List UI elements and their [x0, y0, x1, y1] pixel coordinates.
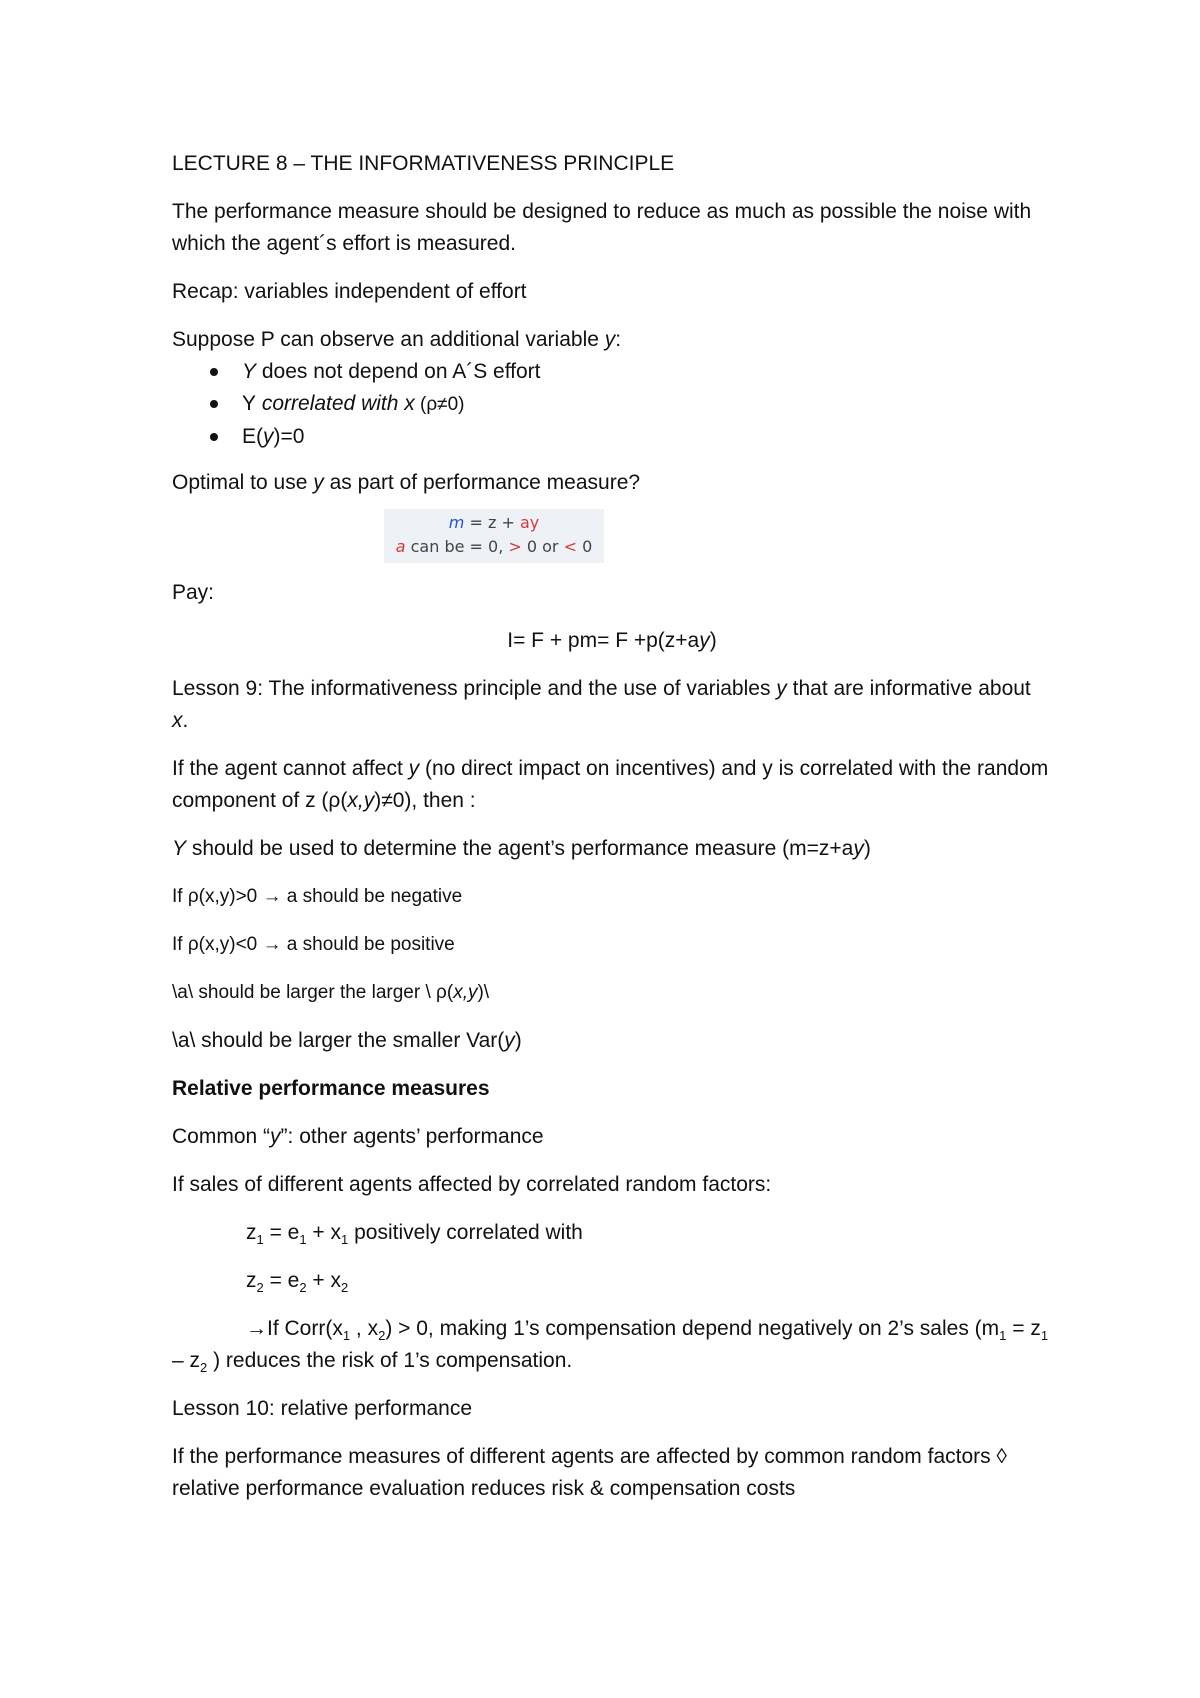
formula-image: [384, 509, 604, 563]
pay-formula-post: ): [709, 629, 717, 652]
corr-part: = z: [1006, 1317, 1041, 1340]
rule-positive-correlation: If ρ(x,y)>0 → a should be negative: [172, 886, 463, 907]
subscript: 2: [341, 1280, 349, 1296]
corr-part: ) reduces the risk of 1’s compensation.: [207, 1349, 573, 1372]
arrow-icon: →: [246, 1317, 267, 1340]
intro-paragraph: The performance measure should be designed to reduce as much as possible the noise with which the agent´s effort is measured.: [172, 200, 1032, 255]
corr-part: ) > 0, making 1’s compensation depend negatively on 2’s sales (m: [385, 1317, 1000, 1340]
y-used-pre: should be used to determine the agent’s performance measure (m=z+a: [186, 837, 854, 860]
formula-can-be: can be = 0,: [405, 537, 509, 556]
if-sales-line: If sales of different agents affected by correlated random factors:: [172, 1173, 772, 1196]
eq-part: positively correlated with: [348, 1221, 583, 1244]
subscript: 1: [1040, 1328, 1049, 1344]
formula-a: a: [395, 537, 406, 556]
corr-part: , x: [350, 1317, 379, 1340]
final-paragraph: If the performance measures of different agents are affected by common random factors ◊ relative performance evaluation reduces risk & compensation costs: [172, 1445, 1007, 1500]
eq-part: + x: [306, 1221, 342, 1244]
suppose-line: [172, 324, 1052, 356]
var-xy: x,y: [453, 982, 478, 1003]
assumption-list: [172, 356, 1052, 453]
formula-eq: = z +: [464, 513, 520, 532]
formula-line-1: [384, 511, 604, 535]
var-y: y: [263, 425, 274, 448]
var-y: y: [504, 1029, 515, 1052]
var-y: y: [776, 677, 787, 700]
suppose-text: Suppose P can observe an additional variable: [172, 328, 605, 351]
rule3-post: )\: [477, 982, 490, 1003]
corr-part: If Corr(x: [267, 1317, 343, 1340]
lecture-title: LECTURE 8 – THE INFORMATIVENESS PRINCIPLE: [172, 152, 675, 175]
subscript: 2: [200, 1360, 208, 1376]
formula-zero: 0: [577, 537, 593, 556]
y-used-line: [172, 833, 1052, 865]
var-y: y: [853, 837, 864, 860]
list-item: [242, 356, 1052, 388]
subscript: 2: [299, 1280, 307, 1296]
document-body: [172, 148, 1052, 1521]
var-y: y: [313, 471, 324, 494]
expectation-open: E(: [242, 425, 263, 448]
common-y-pre: Common “: [172, 1125, 271, 1148]
expectation-close: )=0: [273, 425, 305, 448]
bullet-text: does not depend on A´S effort: [256, 360, 541, 383]
var-y: y: [604, 328, 616, 351]
correlation-paragraph: [172, 1313, 1052, 1377]
rule-smaller-variance: [172, 1025, 1052, 1057]
recap-line: Recap: variables independent of effort: [172, 280, 527, 303]
formula-m: m: [448, 513, 465, 532]
lesson9-pre: Lesson 9: The informativeness principle and the use of variables: [172, 677, 777, 700]
subscript: 1: [342, 1328, 351, 1344]
if-agent-mid: (no direct impact on incentives) and y is correlated with the random component of z (ρ(: [172, 757, 1049, 812]
var-xy: x,y: [347, 789, 375, 812]
pay-label: Pay:: [172, 581, 215, 604]
formula-lt: <: [563, 537, 577, 556]
lesson9-post: .: [182, 709, 189, 732]
var-Y: Y: [242, 360, 257, 383]
formula-ay: ay: [519, 513, 540, 532]
var-x: x: [404, 392, 415, 415]
bullet-italic-text: correlated with: [256, 392, 405, 415]
if-agent-pre: If the agent cannot affect: [172, 757, 409, 780]
rule3-pre: \a\ should be larger the larger \ ρ(: [172, 982, 454, 1003]
eq-var: z: [246, 1221, 257, 1244]
rule4-pre: \a\ should be larger the smaller Var(: [172, 1029, 505, 1052]
pay-formula-pre: I= F + pm= F +p(z+a: [507, 629, 700, 652]
if-agent-post: )≠0), then :: [374, 789, 476, 812]
var-x: x: [172, 709, 183, 732]
lesson-9: [172, 673, 1052, 737]
optimal-pre: Optimal to use: [172, 471, 314, 494]
rule-larger-correlation: [172, 977, 1052, 1009]
subscript: 2: [256, 1280, 264, 1296]
pay-formula: [172, 625, 1052, 657]
subscript: 1: [299, 1232, 307, 1248]
lesson-10: Lesson 10: relative performance: [172, 1397, 472, 1420]
section-heading: Relative performance measures: [172, 1077, 490, 1100]
equation-z1: [172, 1217, 1052, 1249]
subscript: 2: [378, 1328, 386, 1344]
eq-part: = e: [263, 1269, 300, 1292]
var-y: y: [408, 757, 420, 780]
rho-condition: (ρ≠0): [414, 394, 465, 415]
optimal-post: as part of performance measure?: [323, 471, 641, 494]
subscript: 1: [341, 1232, 349, 1248]
var-Y: Y: [172, 837, 187, 860]
eq-part: + x: [306, 1269, 342, 1292]
common-y-line: [172, 1121, 1052, 1153]
suppose-colon: :: [615, 328, 622, 351]
var-y: y: [270, 1125, 281, 1148]
formula-line-2: [384, 535, 604, 559]
optimal-question: [172, 467, 1052, 499]
if-agent-paragraph: [172, 753, 1052, 817]
rule-negative-correlation: If ρ(x,y)<0 → a should be positive: [172, 934, 455, 955]
list-item: [242, 388, 1052, 421]
var-y: y: [699, 629, 710, 652]
y-used-post: ): [863, 837, 871, 860]
formula-zero-or: 0 or: [521, 537, 564, 556]
list-item: [242, 421, 1052, 453]
eq-var: z: [246, 1269, 257, 1292]
subscript: 1: [999, 1328, 1007, 1344]
equation-z2: [172, 1265, 1052, 1297]
var-Y: Y: [242, 392, 257, 415]
eq-part: = e: [263, 1221, 300, 1244]
lesson9-mid: that are informative about: [786, 677, 1031, 700]
subscript: 1: [256, 1232, 264, 1248]
rule4-post: ): [514, 1029, 522, 1052]
corr-part: – z: [172, 1349, 201, 1372]
formula-gt: >: [508, 537, 522, 556]
common-y-post: ”: other agents’ performance: [280, 1125, 544, 1148]
